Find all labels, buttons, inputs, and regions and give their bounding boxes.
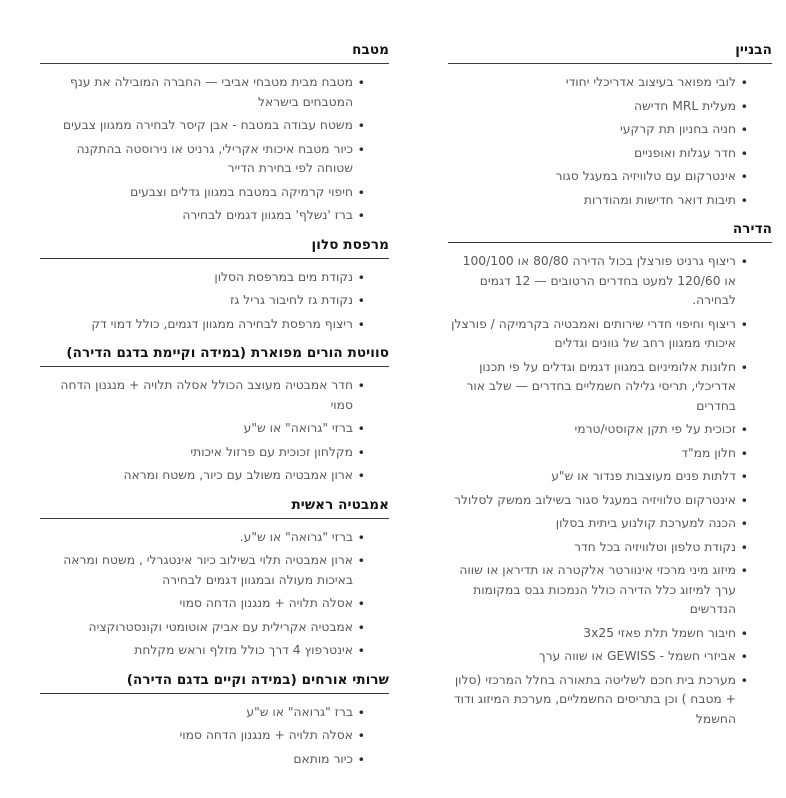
section-title: אמבטיה ראשית [291, 496, 389, 513]
spec-item: • מטבח מבית מטבחי אביבי — החברה המובילה את ענף המטבחים בישראל [40, 73, 365, 112]
spec-item: • ברזי "גרואה" או ש"ע [40, 419, 365, 439]
section-list [40, 376, 389, 486]
section-list [448, 252, 772, 729]
spec-item: • ארון אמבטיה משולב עם כיור, משטח ומראה [40, 466, 365, 486]
spec-item: • אינטרקום טלוויזיה במעגל סגור בשילוב ממשק לסלולר [448, 491, 748, 511]
section-title: מרפסת סלון [311, 236, 389, 253]
spec-item: • הכנה למערכת קולנוע ביתית בסלון [448, 514, 748, 534]
section-rule [40, 518, 389, 519]
spec-item: • אסלה תלויה + מנגנון הדחה סמוי [40, 726, 365, 746]
spec-section [448, 42, 772, 210]
spec-item: • חלונות אלומיניום במגוון דגמים וגדלים על פי תכנון אדריכלי, תריסי גלילה חשמליים בחדרים — שלב אור בחדרים [448, 358, 748, 417]
spec-item: • ברז "גרואה" או ש"ע [40, 703, 365, 723]
spec-item: • ברז 'נשלף' במגוון דגמים לבחירה [40, 206, 365, 226]
section-rule [40, 258, 389, 259]
column-rooms [40, 42, 389, 780]
spec-item: • חדר עגלות ואופניים [448, 144, 748, 164]
spec-section [40, 497, 389, 661]
section-title: מטבח [352, 42, 389, 58]
spec-section [40, 237, 389, 335]
spec-item: • כיור מטבח איכותי אקרילי, גרניט או נירוסטה בהתקנה שטוחה לפי בחירת הדייר [40, 140, 365, 179]
spec-item: • נקודת גז לחיבור גריל גז [40, 291, 365, 311]
spec-section [448, 221, 772, 729]
spec-item: • כיור מותאם [40, 750, 365, 770]
spec-item: • זכוכית על פי תקן אקוסטי/טרמי [448, 420, 748, 440]
spec-item: • ברזי "גרואה" או ש"ע. [40, 528, 365, 548]
section-list [40, 703, 389, 770]
spec-item: • מקלחון זכוכית עם פרזול איכותי [40, 443, 365, 463]
spec-item: • מעלית MRL חדישה [448, 97, 748, 117]
section-rule [448, 63, 772, 64]
spec-item: • אסלה תלויה + מנגנון הדחה סמוי [40, 594, 365, 614]
spec-item: • ריצוף גרניט פורצלן בכול הדירה 80/80 או 100/100 או 120/60 למעט בחדרים הרטובים — 12 דגמים לבחירה. [448, 252, 748, 311]
section-rule [448, 242, 772, 243]
spec-item: • חניה בחניון תת קרקעי [448, 120, 748, 140]
column-building-apartment [448, 42, 772, 740]
section-list [40, 528, 389, 661]
spec-item: • נקודת מים במרפסת הסלון [40, 268, 365, 288]
spec-item: • אמבטיה אקרילית עם אביק אוטומטי וקונסטרוקציה [40, 618, 365, 638]
spec-item: • ריצוף וחיפוי חדרי שירותים ואמבטיה בקרמיקה / פורצלן איכותי ממגוון רחב של גוונים וגדלים [448, 315, 748, 354]
spec-item: • מערכת בית חכם לשליטה בתאורה בחלל המרכזי (סלון + מטבח ) וכן בתריסים החשמליים, מערכת המיזוג ודוד החשמל [448, 671, 748, 730]
spec-item: • אביזרי חשמל - GEWISS או שווה ערך [448, 647, 748, 667]
spec-item: • תיבות דואר חדישות ומהודרות [448, 191, 748, 211]
spec-section [40, 42, 389, 226]
spec-item: • נקודת טלפון וטלוויזיה בכל חדר [448, 538, 748, 558]
spec-item: • חיפוי קרמיקה במטבח במגוון גדלים וצבעים [40, 183, 365, 203]
spec-item: • ארון אמבטיה תלוי בשילוב כיור אינטגרלי , משטח ומראה באיכות מעולה ובמגוון דגמים לבחירה [40, 551, 365, 590]
spec-item: • ריצוף מרפסת לבחירה ממגוון דגמים, כולל דמוי דק [40, 315, 365, 335]
section-rule [40, 693, 389, 694]
section-list [40, 73, 389, 226]
spec-item: • מיזוג מיני מרכזי אינוורטר אלקטרה או תדיראן או שווה ערך למיזוג כלל הדירה כולל הנמכות גבס במקומות הנדרשים [448, 561, 748, 620]
spec-item: • חלון ממ"ד [448, 444, 748, 464]
section-rule [40, 366, 389, 367]
spec-item: • לובי מפואר בעיצוב אדריכלי יחודי [448, 73, 748, 93]
section-list [40, 268, 389, 335]
spec-item: • דלתות פנים מעוצבות פנדור או ש"ע [448, 467, 748, 487]
section-title: שרותי אורחים (במידה וקיים בדגם הדירה) [126, 671, 389, 688]
spec-item: • חדר אמבטיה מעוצב הכולל אסלה תלויה + מנגנון הדחה סמוי [40, 376, 365, 415]
section-title: הדירה [732, 221, 772, 237]
spec-item: • חיבור חשמל תלת פאזי 3x25 [448, 624, 748, 644]
section-list [448, 73, 772, 210]
spec-item: • משטח עבודה במטבח - אבן קיסר לבחירה ממגוון צבעים [40, 116, 365, 136]
section-title: סוויטת הורים מפוארת (במידה וקיימת בדגם הדירה) [66, 345, 389, 361]
section-rule [40, 63, 389, 64]
spec-item: • אינטרפוץ 4 דרך כולל מזלף וראש מקלחת [40, 641, 365, 661]
spec-item: • אינטרקום עם טלוויזיה במעגל סגור [448, 167, 748, 187]
spec-section [40, 345, 389, 486]
spec-section [40, 672, 389, 770]
section-title: הבניין [735, 42, 772, 58]
